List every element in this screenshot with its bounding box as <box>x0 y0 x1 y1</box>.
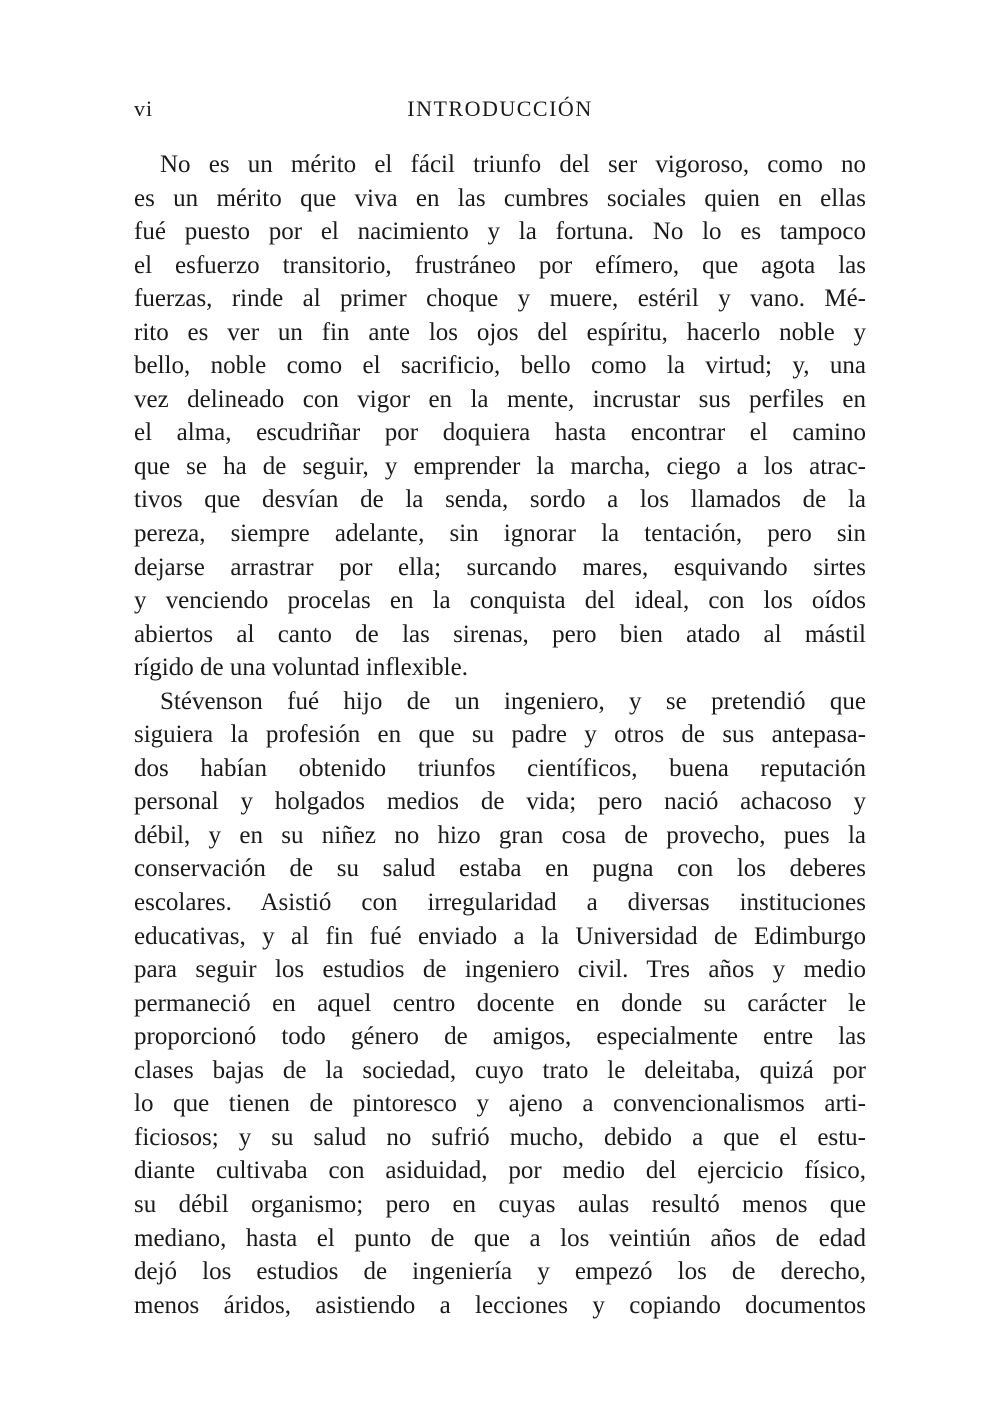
body-text <box>134 148 866 1322</box>
text-line: pereza, siempre adelante, sin ignorar la tentación, pero sin <box>134 520 866 548</box>
text-line: fuerzas, rinde al primer choque y muere, estéril y vano. Mé- <box>134 285 866 313</box>
running-head <box>134 96 866 130</box>
text-line: siguiera la profesión en que su padre y otros de sus antepasa- <box>134 721 866 749</box>
text-line: conservación de su salud estaba en pugna con los deberes <box>134 855 866 883</box>
text-line: su débil organismo; pero en cuyas aulas resultó menos que <box>134 1190 866 1218</box>
text-line: que se ha de seguir, y emprender la marcha, ciego a los atrac- <box>134 452 866 480</box>
text-line: bello, noble como el sacrificio, bello como la virtud; y, una <box>134 352 866 380</box>
text-line: proporcionó todo género de amigos, especialmente entre las <box>134 1023 866 1051</box>
text-line: y venciendo procelas en la conquista del ideal, con los oídos <box>134 587 866 615</box>
text-line: lo que tienen de pintoresco y ajeno a convencionalismos arti- <box>134 1090 866 1118</box>
text-line: escolares. Asistió con irregularidad a diversas instituciones <box>134 889 866 917</box>
text-line: para seguir los estudios de ingeniero civil. Tres años y medio <box>134 956 866 984</box>
text-line: Stévenson fué hijo de un ingeniero, y se pretendió que <box>160 687 866 715</box>
text-line: rígido de una voluntad inflexible. <box>134 654 468 682</box>
text-line: diante cultivaba con asiduidad, por medio del ejercicio físico, <box>134 1157 866 1185</box>
text-line: dejarse arrastrar por ella; surcando mares, esquivando sirtes <box>134 553 866 581</box>
text-line: fué puesto por el nacimiento y la fortuna. No lo es tampoco <box>134 218 866 246</box>
text-line: personal y holgados medios de vida; pero nació achacoso y <box>134 788 866 816</box>
text-line: tivos que desvían de la senda, sordo a los llamados de la <box>134 486 866 514</box>
text-line: abiertos al canto de las sirenas, pero bien atado al mástil <box>134 620 866 648</box>
text-line: No es un mérito el fácil triunfo del ser vigoroso, como no <box>160 151 866 178</box>
running-title: INTRODUCCIÓN <box>407 96 593 121</box>
text-line: débil, y en su niñez no hizo gran cosa de provecho, pues la <box>134 821 866 849</box>
text-line: el esfuerzo transitorio, frustráneo por efímero, que agota las <box>134 251 866 279</box>
text-line: vez delineado con vigor en la mente, incrustar sus perfiles en <box>134 385 866 413</box>
text-line: permaneció en aquel centro docente en donde su carácter le <box>134 989 866 1017</box>
text-line: menos áridos, asistiendo a lecciones y copiando documentos <box>134 1291 866 1319</box>
text-line: clases bajas de la sociedad, cuyo trato le deleitaba, quizá por <box>134 1056 866 1084</box>
text-line: educativas, y al fin fué enviado a la Universidad de Edimburgo <box>134 922 866 950</box>
text-line: el alma, escudriñar por doquiera hasta encontrar el camino <box>134 419 866 447</box>
text-line: rito es ver un fin ante los ojos del espíritu, hacerlo noble y <box>134 318 866 346</box>
text-line: es un mérito que viva en las cumbres sociales quien en ellas <box>134 184 866 212</box>
text-line: ficiosos; y su salud no sufrió mucho, debido a que el estu- <box>134 1123 866 1151</box>
text-line: dos habían obtenido triunfos científicos, buena reputación <box>134 754 866 782</box>
page-number: vi <box>134 96 154 121</box>
text-line: mediano, hasta el punto de que a los veintiún años de edad <box>134 1224 866 1252</box>
text-line: dejó los estudios de ingeniería y empezó los de derecho, <box>134 1258 866 1286</box>
